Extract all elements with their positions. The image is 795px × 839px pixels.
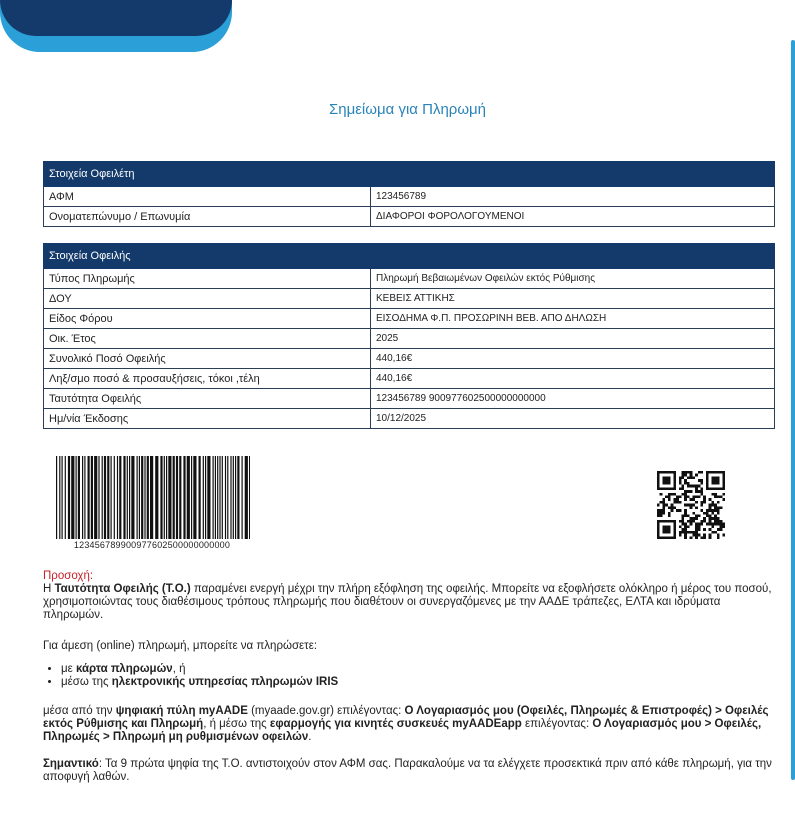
barcode-number: 123456789900977602500000000000: [73, 540, 231, 550]
text-span: : Τα 9 πρώτα ψηφία της Τ.Ο. αντιστοιχούν στον ΑΦΜ σας. Παρακαλούμε να τα ελέγχετε προσεκτικά πριν από κάθε πληρωμή, για την αποφυγή λαθών.: [43, 758, 772, 783]
row-value: Πληρωμή Βεβαιωμένων Οφειλών εκτός Ρύθμισης: [371, 269, 775, 289]
text-bold: εφαρμογής για κινητές συσκευές myAADEapp: [269, 718, 522, 730]
row-value: 123456789: [371, 187, 775, 207]
qr-code-image: [657, 471, 725, 539]
table-row: [44, 369, 775, 389]
row-label: Οικ. Έτος: [44, 329, 371, 349]
list-item: [61, 676, 778, 689]
text-span: , ή μέσω της: [203, 718, 270, 730]
payment-methods-list: [43, 663, 778, 689]
row-value: ΔΙΑΦΟΡΟΙ ΦΟΡΟΛΟΓΟΥΜΕΝΟΙ: [371, 207, 775, 227]
text-span: παραμένει ενεργή μέχρι την πλήρη εξόφληση της οφειλής. Μπορείτε να εξοφλήσετε ολόκληρο ή μέρος του ποσού, χρησιμοποιώντας τους διαθέσιμους τρόπους πληρωμής που διαθέτουν οι συνεργαζόμενες με την ΑΑΔΕ τράπεζες, ΕΛΤΑ και ιδρύματα πληρωμών.: [43, 583, 772, 621]
table-row: [44, 207, 775, 227]
text-span: μέσω της: [61, 676, 112, 688]
row-value: 440,16€: [371, 369, 775, 389]
text-span: , ή: [172, 663, 186, 675]
text-bold: Ταυτότητα Οφειλής (Τ.Ο.): [54, 583, 191, 595]
row-label: Ονοματεπώνυμο / Επωνυμία: [44, 207, 371, 227]
right-edge-accent: [791, 40, 795, 780]
row-label: Ταυτότητα Οφειλής: [44, 389, 371, 409]
debtor-table: [43, 161, 775, 227]
text-span: (myaade.gov.gr) επιλέγοντας:: [247, 705, 405, 717]
text-bold: ηλεκτρονικής υπηρεσίας πληρωμών IRIS: [111, 676, 339, 688]
table-row: [44, 187, 775, 207]
list-item: [61, 663, 778, 676]
notice-paragraph-3: [43, 705, 778, 744]
row-value: ΕΙΣΟΔΗΜΑ Φ.Π. ΠΡΟΣΩΡΙΝΗ ΒΕΒ. ΑΠΟ ΔΗΛΩΣΗ: [371, 309, 775, 329]
row-value: ΚΕΒΕΙΣ ΑΤΤΙΚΗΣ: [371, 289, 775, 309]
row-value: 123456789 900977602500000000000: [371, 389, 775, 409]
warning-label: Προσοχή:: [43, 570, 94, 582]
notice-paragraph-1: [43, 570, 778, 622]
text-bold: Ο Λογαριασμός μου > Οφειλές, Πληρωμές > Πληρωμή μη ρυθμισμένων οφειλών: [43, 718, 762, 743]
row-value: 440,16€: [371, 349, 775, 369]
row-label: Συνολικό Ποσό Οφειλής: [44, 349, 371, 369]
row-value: 2025: [371, 329, 775, 349]
debtor-table-header: Στοιχεία Οφειλέτη: [44, 162, 775, 187]
table-row: [44, 349, 775, 369]
text-span: μέσα από την: [43, 705, 116, 717]
text-span: επιλέγοντας:: [521, 718, 593, 730]
row-label: ΑΦΜ: [44, 187, 371, 207]
notice-paragraph-2: Για άμεση (online) πληρωμή, μπορείτε να πληρώσετε:: [43, 640, 318, 652]
table-row: [44, 389, 775, 409]
barcode-image: [56, 456, 250, 539]
text-span: .: [308, 731, 312, 743]
text-span: με: [61, 663, 76, 675]
row-value: 10/12/2025: [371, 409, 775, 429]
text-bold: κάρτα πληρωμών: [75, 663, 173, 675]
table-row: [44, 329, 775, 349]
table-row: [44, 289, 775, 309]
row-label: Ληξ/σμο ποσό & προσαυξήσεις, τόκοι ,τέλη: [44, 369, 371, 389]
row-label: ΔΟΥ: [44, 289, 371, 309]
debt-table-header: Στοιχεία Οφειλής: [44, 244, 775, 269]
row-label: Είδος Φόρου: [44, 309, 371, 329]
notice-paragraph-4: [43, 758, 778, 784]
text-bold: Ο Λογαριασμός μου (Οφειλές, Πληρωμές & Επιστροφές) > Οφειλές εκτός Ρύθμισης και Πληρωμή: [43, 705, 769, 730]
header-decoration-inner: [0, 0, 232, 36]
text-bold: ψηφιακή πύλη myAADE: [115, 705, 248, 717]
text-span: Η: [43, 583, 55, 595]
row-label: Ημ/νία Έκδοσης: [44, 409, 371, 429]
table-row: [44, 309, 775, 329]
table-row: [44, 409, 775, 429]
text-bold: Σημαντικό: [43, 758, 99, 770]
table-row: [44, 269, 775, 289]
page-title: Σημείωμα για Πληρωμή: [328, 101, 487, 118]
row-label: Τύπος Πληρωμής: [44, 269, 371, 289]
debt-table: [43, 243, 775, 429]
